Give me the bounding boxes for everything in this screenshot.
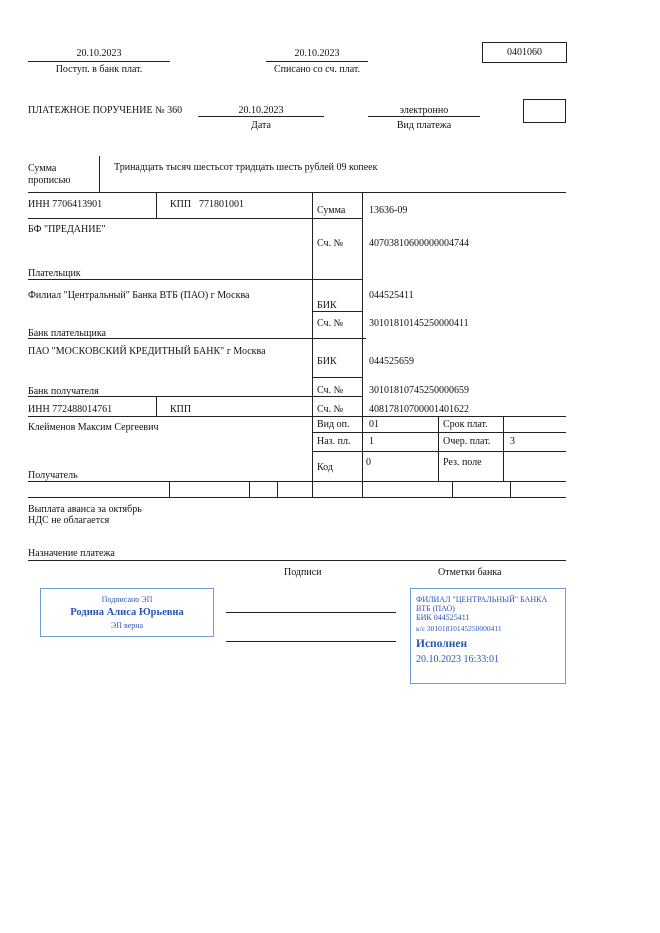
recipient-bank-name: ПАО "МОСКОВСКИЙ КРЕДИТНЫЙ БАНК" г Москва: [28, 346, 266, 357]
payer-name: БФ "ПРЕДАНИЕ": [28, 224, 106, 235]
divider: [28, 481, 566, 482]
divider: [28, 61, 170, 62]
recipient-label: Получатель: [28, 470, 78, 481]
divider: [156, 192, 157, 218]
divider: [312, 218, 362, 219]
bank-stamp-status: Исполнен: [416, 638, 468, 650]
signature-stamp: [40, 588, 214, 637]
divider: [438, 416, 439, 481]
purpose-code-label: Наз. пл.: [317, 436, 351, 447]
bank-stamp-line4: к/с 30101810145250000411: [416, 624, 502, 633]
divider: [510, 481, 511, 497]
purpose-code: 1: [369, 436, 374, 447]
bank-stamp: [410, 588, 566, 684]
divider: [503, 416, 504, 481]
divider: [277, 481, 278, 497]
bank-stamp-line2: ВТБ (ПАО): [416, 604, 455, 613]
recipient-bank-account-label: Сч. №: [317, 385, 344, 396]
bank-stamp-line3: БИК 044525411: [416, 613, 470, 622]
payer-bank-bik-label: БИК: [317, 300, 337, 311]
recipient-inn: ИНН 772488014761: [28, 404, 113, 415]
divider: [169, 481, 170, 497]
payer-bank-account-label: Сч. №: [317, 318, 344, 329]
divider: [28, 192, 566, 193]
signature-stamp-line1: Подписано ЭП: [101, 595, 153, 604]
payer-bank-name: Филиал "Центральный" Банка ВТБ (ПАО) г Москва: [28, 290, 250, 301]
date-debited: 20.10.2023: [294, 48, 340, 59]
purpose-line-1: Выплата аванса за октябрь: [28, 504, 142, 515]
recipient-bank-bik-label: БИК: [317, 356, 337, 367]
bank-stamp-line1: ФИЛИАЛ "ЦЕНТРАЛЬНЫЙ" БАНКА: [416, 595, 548, 604]
divider: [28, 497, 566, 498]
order-title: ПЛАТЕЖНОЕ ПОРУЧЕНИЕ № 360: [28, 105, 183, 116]
recipient-bank-bik: 044525659: [369, 356, 414, 367]
sum-label: Сумма: [317, 205, 346, 216]
order-date-label: Дата: [251, 120, 271, 131]
form-code: 0401060: [482, 42, 567, 63]
date-debited-label: Списано со сч. плат.: [273, 64, 361, 75]
signature-stamp-line3: ЭП верна: [110, 621, 144, 630]
divider: [198, 116, 324, 117]
payer-kpp-label: КПП: [170, 199, 192, 210]
bank-marks-label: Отметки банка: [438, 567, 502, 578]
divider: [312, 451, 566, 452]
recipient-bank-label: Банк получателя: [28, 386, 99, 397]
divider: [28, 279, 312, 280]
divider: [312, 377, 362, 378]
purpose-label: Назначение платежа: [28, 548, 115, 559]
date-received: 20.10.2023: [76, 48, 122, 59]
amount-words: Тринадцать тысяч шестьсот тридцать шесть рублей 09 копеек: [114, 162, 378, 173]
sum-value: 13636-09: [369, 205, 408, 216]
divider: [156, 396, 157, 416]
divider: [28, 218, 312, 219]
purpose-line-2: НДС не облагается: [28, 515, 110, 526]
signature-line-1: [226, 612, 396, 613]
op-type-label: Вид оп.: [317, 419, 350, 430]
recipient-bank-account: 30101810745250000659: [369, 385, 469, 396]
payer-bank-account: 30101810145250000411: [369, 318, 469, 329]
term-label: Срок плат.: [443, 419, 488, 430]
divider: [312, 432, 566, 433]
divider: [312, 311, 362, 312]
date-received-label: Поступ. в банк плат.: [55, 64, 143, 75]
amount-words-label: Сумма прописью: [28, 163, 71, 186]
signature-line-2: [226, 641, 396, 642]
signatures-label: Подписи: [284, 567, 322, 578]
divider: [28, 416, 566, 417]
divider: [99, 156, 100, 192]
payment-type: электронно: [399, 105, 449, 116]
order-date: 20.10.2023: [238, 105, 284, 116]
divider: [266, 61, 368, 62]
payer-account-label: Сч. №: [317, 238, 344, 249]
bank-stamp-datetime: 20.10.2023 16:33:01: [416, 654, 500, 665]
divider: [368, 116, 480, 117]
code-value: 0: [366, 457, 371, 468]
divider: [249, 481, 250, 497]
order-label: Очер. плат.: [443, 436, 491, 447]
op-type: 01: [369, 419, 379, 430]
reserve-label: Рез. поле: [443, 457, 482, 468]
payer-label: Плательщик: [28, 268, 81, 279]
payer-inn: ИНН 7706413901: [28, 199, 103, 210]
divider: [452, 481, 453, 497]
divider: [28, 560, 566, 561]
signature-stamp-name: Родина Алиса Юрьевна: [70, 607, 184, 618]
payer-account: 40703810600000004744: [369, 238, 469, 249]
payment-type-label: Вид платежа: [396, 120, 452, 131]
recipient-account-label: Сч. №: [317, 404, 344, 415]
order-value: 3: [510, 436, 515, 447]
payer-bank-bik: 044525411: [369, 290, 414, 301]
payer-bank-label: Банк плательщика: [28, 328, 106, 339]
recipient-kpp-label: КПП: [170, 404, 192, 415]
divider: [312, 279, 362, 280]
code-label: Код: [317, 462, 333, 473]
recipient-account: 40817810700001401622: [369, 404, 469, 415]
payment-type-code-box: [523, 99, 566, 123]
recipient-name: Клейменов Максим Сергеевич: [28, 422, 159, 433]
payer-kpp: 771801001: [199, 199, 244, 210]
